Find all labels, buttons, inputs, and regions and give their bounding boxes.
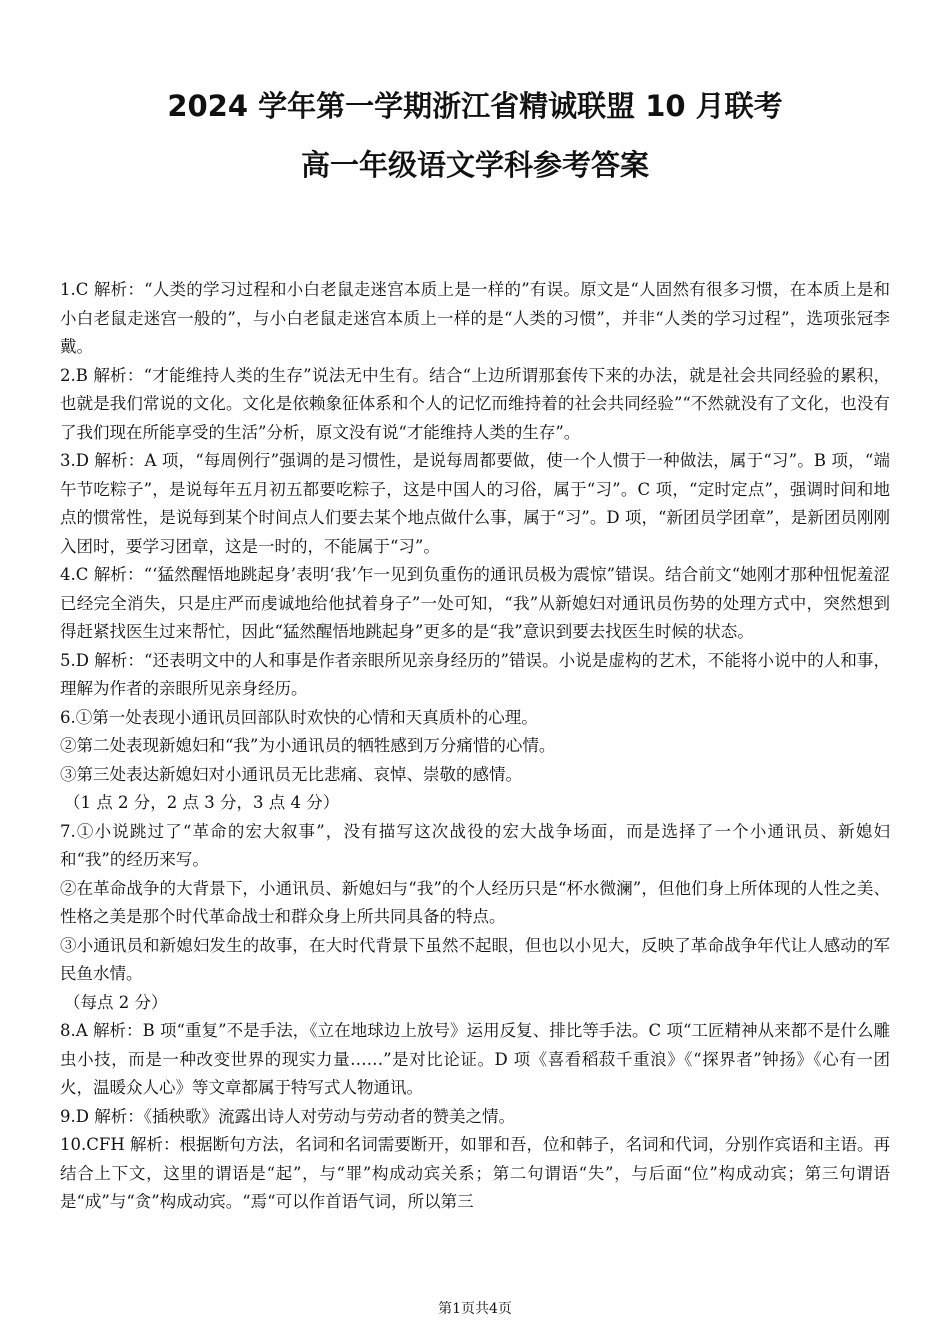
page-number: 第1页共4页 bbox=[438, 1301, 512, 1317]
answer-6-point-1: 6.①第一处表现小通讯员回部队时欢快的心情和天真质朴的心理。 bbox=[60, 707, 538, 727]
answer-1: 1.C 解析：“人类的学习过程和小白老鼠走迷宫本质上是一样的”有误。原文是“人固然有很多习惯，在本质上是和小白老鼠走迷宫一般的”，与小白老鼠走迷宫本质上一样的是“人类的习惯”，并非“人类的学习过程”，选项张冠李戴。 bbox=[60, 280, 890, 356]
answer-6-point-3: ③第三处表达新媳妇对小通讯员无比悲痛、哀悼、崇敬的感情。 bbox=[60, 764, 522, 784]
answer-6-point-2: ②第二处表现新媳妇和“我”为小通讯员的牺牲感到万分痛惜的心情。 bbox=[60, 736, 556, 755]
answer-3: 3.D 解析：A 项，“每周例行”强调的是习惯性，是说每周都要做，使一个人惯于一种做法，属于“习”。B 项，“端午节吃粽子”，是说每年五月初五都要吃粽子，这是中国人的习俗，属于“习”。C 项，“定时定点”，强调时间和地点的惯常性，是说每到某个时间点人们要去某个地点做什么事，属于“习”。D 项，“新团员学团章”，是新团员刚刚入团时，要学习团章，这是一时的，不能属于“习”。 bbox=[60, 451, 890, 556]
page-subtitle: 高一年级语文学科参考答案 bbox=[300, 148, 649, 182]
answer-10: 10.CFH 解析：根据断句方法，名词和名词需要断开，如罪和吾，位和韩子，名词和代词，分别作宾语和主语。再结合上下文，这里的谓语是“起”，与“罪”构成动宾关系；第二句谓语“失”，与后面“位”构成动宾；第三句谓语是“成”与“贪”构成动宾。“焉“可以作首语气词，所以第三 bbox=[60, 1135, 890, 1211]
answer-7-scoring: （每点 2 分） bbox=[64, 992, 168, 1012]
answer-7-point-2: ②在革命战争的大背景下，小通讯员、新媳妇与“我”的个人经历只是“杯水微澜”，但他们身上所体现的人性之美、性格之美是那个时代革命战士和群众身上所共同具备的特点。 bbox=[60, 878, 890, 926]
answer-7-point-3: ③小通讯员和新媳妇发生的故事，在大时代背景下虽然不起眼，但也以小见大，反映了革命战争年代让人感动的军民鱼水情。 bbox=[60, 935, 890, 983]
answer-5: 5.D 解析：“还表明文中的人和事是作者亲眼所见亲身经历的”错误。小说是虚构的艺术，不能将小说中的人和事，理解为作者的亲眼所见亲身经历。 bbox=[60, 650, 890, 698]
answer-2: 2.B 解析：“才能维持人类的生存”说法无中生有。结合“上边所谓那套传下来的办法，就是社会共同经验的累积，也就是我们常说的文化。文化是依赖象征体系和个人的记忆而维持着的社会共同经验”“不然就没有了文化，也没有了我们现在所能享受的生活”分析，原文没有说“才能维持人类的生存”。 bbox=[60, 365, 890, 442]
answer-6-scoring: （1 点 2 分，2 点 3 分，3 点 4 分） bbox=[64, 793, 340, 812]
answer-9: 9.D 解析：《插秧歌》流露出诗人对劳动与劳动者的赞美之情。 bbox=[60, 1106, 515, 1126]
answer-body bbox=[60, 276, 890, 1217]
answer-7-point-1: 7.①小说跳过了“革命的宏大叙事”，没有描写这次战役的宏大战争场面，而是选择了一个小通讯员、新媳妇和“我”的经历来写。 bbox=[60, 821, 890, 869]
page-title: 2024 学年第一学期浙江省精诚联盟 10 月联考 bbox=[167, 89, 783, 123]
answer-8: 8.A 解析：B 项“重复”不是手法，《立在地球边上放号》运用反复、排比等手法。C 项“工匠精神从来都不是什么雕虫小技，而是一种改变世界的现实力量……”是对比论证。D 项《喜看稻菽千重浪》《“探界者”钟扬》《心有一团火，温暖众人心》等文章都属于特写式人物通讯。 bbox=[60, 1021, 890, 1097]
answer-4: 4.C 解析：“‘猛然醒悟地跳起身’表明‘我’乍一见到负重伤的通讯员极为震惊”错误。结合前文“她刚才那种忸怩羞涩已经完全消失，只是庄严而虔诚地给他拭着身子”一处可知，“我”从新媳妇对通讯员伤势的处理方式中，突然想到得赶紧找医生过来帮忙，因此“猛然醒悟地跳起身”更多的是“我”意识到要去找医生时候的状态。 bbox=[60, 565, 890, 641]
